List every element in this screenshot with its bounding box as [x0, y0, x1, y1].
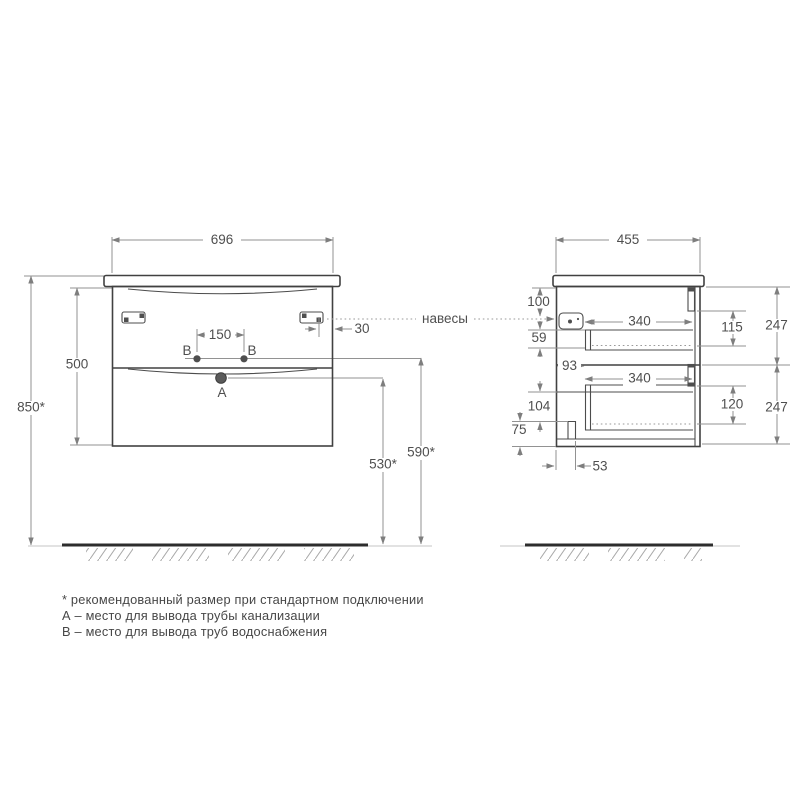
floor-left	[28, 545, 432, 561]
dim-label-455: 455	[616, 232, 640, 247]
dim-label-100: 100	[527, 294, 550, 309]
dim-label-340-top: 340	[628, 313, 651, 329]
dim-label-104: 104	[527, 398, 551, 414]
dim-hanger-top-100	[525, 288, 556, 316]
hangers-callout-label: навесы	[422, 311, 468, 326]
hanger-left-icon	[122, 312, 145, 323]
footnote-hole-b: В – место для вывода труб водоснабжения	[62, 624, 328, 640]
drawer-front-rail-bottom	[688, 364, 696, 386]
dim-siphon-height-530	[364, 379, 402, 544]
footnotes	[62, 592, 424, 641]
dim-label-500: 500	[65, 356, 89, 372]
dim-holes-spacing-150	[197, 327, 244, 352]
dim-label-696: 696	[210, 232, 234, 247]
dim-label-120: 120	[720, 396, 744, 412]
dim-plinth-75	[509, 412, 556, 456]
countertop-front	[104, 276, 340, 287]
dim-front-gap-top-115	[697, 311, 746, 346]
dim-label-850: 850*	[17, 399, 45, 415]
dim-drawer-depth-bottom-340	[585, 371, 692, 387]
dim-body-height-500	[58, 288, 112, 445]
floor-right	[500, 545, 740, 561]
hole-b-right-label: B	[247, 343, 257, 358]
dim-drawer-depth-top-340	[585, 314, 692, 330]
dim-label-115: 115	[721, 319, 743, 335]
hole-a-label: A	[217, 385, 227, 400]
dim-label-247-top: 247	[765, 317, 788, 333]
hanger-side-icon	[559, 313, 583, 329]
dim-label-530: 530*	[369, 456, 397, 472]
dim-label-93: 93	[561, 358, 578, 373]
dim-label-150: 150	[208, 327, 232, 342]
front-view	[12, 232, 440, 545]
countertop-side	[553, 276, 704, 287]
dim-label-30: 30	[354, 321, 370, 336]
dim-label-53: 53	[592, 458, 608, 474]
footnote-recommended-size: * рекомендованный размер при стандартном подключении	[62, 592, 424, 607]
plumbing-notch	[568, 422, 576, 440]
dim-width-696	[112, 232, 333, 273]
dim-label-59: 59	[531, 330, 547, 345]
hanger-right-icon	[300, 312, 323, 323]
dim-front-gap-bottom-120	[697, 386, 746, 424]
drawer-front-rail-top	[688, 288, 696, 311]
dim-drawer-front-top-247	[702, 287, 791, 365]
water-hole-left	[193, 355, 200, 362]
dim-drawer-front-bottom-247	[702, 365, 791, 444]
dim-label-247-bottom: 247	[765, 399, 788, 415]
side-view	[509, 232, 791, 474]
cabinet-body-front	[113, 287, 333, 447]
drain-hole	[216, 373, 227, 384]
dim-back-clearance-93	[557, 358, 584, 373]
dim-total-height-850	[12, 276, 104, 545]
drawer-box-top	[585, 330, 693, 350]
dim-label-75: 75	[511, 422, 527, 437]
upper-drawer-curve	[128, 289, 317, 294]
dim-water-height-590	[402, 358, 440, 544]
dim-label-590: 590*	[407, 444, 435, 460]
hole-b-left-label: B	[182, 343, 192, 358]
dim-label-340-bottom: 340	[628, 370, 651, 386]
footnote-hole-a: А – место для вывода трубы канализации	[62, 608, 320, 624]
dim-depth-455	[556, 232, 700, 273]
